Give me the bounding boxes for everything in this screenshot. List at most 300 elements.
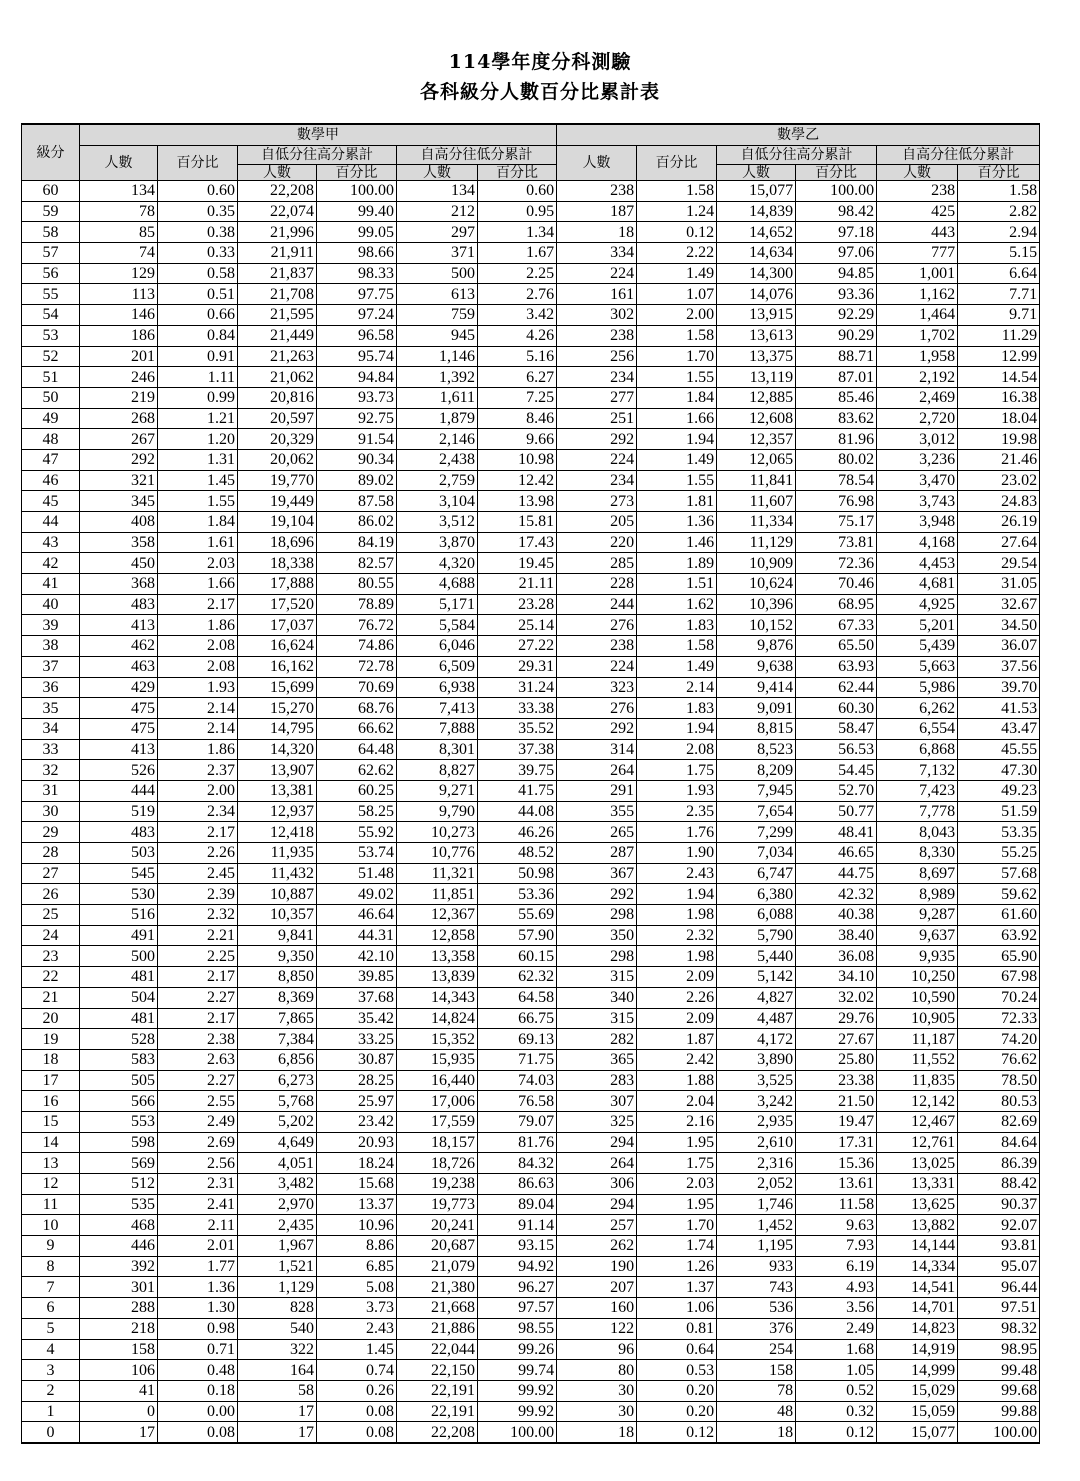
cell-b-cum-lh-count: 9,876 — [717, 636, 796, 657]
cell-a-cum-lh-percent: 44.31 — [317, 925, 397, 946]
cell-a-cum-lh-count: 10,887 — [238, 884, 317, 905]
cell-b-percent: 2.42 — [637, 1049, 717, 1070]
cell-b-cum-hl-count: 4,453 — [877, 553, 958, 574]
cell-a-percent: 0.71 — [158, 1339, 238, 1360]
cell-a-cum-hl-percent: 33.38 — [478, 698, 557, 719]
cell-b-cum-hl-count: 3,236 — [877, 449, 958, 470]
table-row — [22, 615, 1040, 636]
cell-a-cum-hl-percent: 81.76 — [478, 1132, 557, 1153]
cell-a-count: 288 — [80, 1298, 158, 1319]
cell-b-count: 283 — [557, 1070, 637, 1091]
cell-b-cum-hl-percent: 86.39 — [958, 1153, 1040, 1174]
cell-b-percent: 1.84 — [637, 387, 717, 408]
cell-b-cum-lh-percent: 1.05 — [796, 1360, 877, 1381]
cell-b-cum-hl-count: 7,132 — [877, 760, 958, 781]
cell-b-count: 325 — [557, 1111, 637, 1132]
cell-b-cum-lh-percent: 73.81 — [796, 532, 877, 553]
cell-b-count: 224 — [557, 656, 637, 677]
cell-level: 13 — [22, 1153, 80, 1174]
cell-level: 59 — [22, 201, 80, 222]
cell-level: 44 — [22, 512, 80, 533]
cell-b-cum-lh-count: 2,316 — [717, 1153, 796, 1174]
cell-b-cum-lh-percent: 0.12 — [796, 1422, 877, 1443]
cell-a-percent: 1.20 — [158, 429, 238, 450]
cell-a-cum-hl-percent: 41.75 — [478, 780, 557, 801]
cell-b-percent: 0.20 — [637, 1401, 717, 1422]
cell-a-cum-lh-count: 14,320 — [238, 739, 317, 760]
cell-a-cum-hl-count: 10,273 — [397, 822, 478, 843]
cell-a-cum-lh-count: 22,208 — [238, 181, 317, 202]
cell-b-percent: 2.14 — [637, 677, 717, 698]
cell-a-percent: 2.08 — [158, 656, 238, 677]
cell-a-cum-lh-percent: 8.86 — [317, 1236, 397, 1257]
cell-a-cum-lh-count: 58 — [238, 1380, 317, 1401]
cell-a-cum-lh-percent: 58.25 — [317, 801, 397, 822]
cell-b-cum-lh-percent: 75.17 — [796, 512, 877, 533]
cell-b-count: 273 — [557, 491, 637, 512]
cell-a-cum-hl-count: 22,208 — [397, 1422, 478, 1443]
table-row — [22, 1236, 1040, 1257]
cell-b-cum-lh-count: 7,654 — [717, 801, 796, 822]
cell-b-cum-lh-percent: 15.36 — [796, 1153, 877, 1174]
cell-a-count: 569 — [80, 1153, 158, 1174]
cell-a-cum-hl-count: 17,559 — [397, 1111, 478, 1132]
cell-a-percent: 0.91 — [158, 346, 238, 367]
cell-b-cum-hl-percent: 55.25 — [958, 843, 1040, 864]
cell-a-count: 292 — [80, 449, 158, 470]
cell-a-cum-hl-count: 8,827 — [397, 760, 478, 781]
cell-a-percent: 0.48 — [158, 1360, 238, 1381]
cell-a-percent: 2.55 — [158, 1091, 238, 1112]
cell-a-percent: 1.86 — [158, 615, 238, 636]
cell-b-cum-hl-percent: 82.69 — [958, 1111, 1040, 1132]
cell-b-cum-hl-count: 8,330 — [877, 843, 958, 864]
cell-b-percent: 1.58 — [637, 181, 717, 202]
cell-b-cum-lh-percent: 42.32 — [796, 884, 877, 905]
cell-a-count: 526 — [80, 760, 158, 781]
cell-b-cum-hl-percent: 24.83 — [958, 491, 1040, 512]
cell-b-percent: 2.04 — [637, 1091, 717, 1112]
cell-b-cum-hl-percent: 53.35 — [958, 822, 1040, 843]
cell-a-cum-hl-count: 22,191 — [397, 1401, 478, 1422]
cell-a-count: 0 — [80, 1401, 158, 1422]
table-row — [22, 884, 1040, 905]
cell-b-count: 307 — [557, 1091, 637, 1112]
cell-a-cum-hl-percent: 9.66 — [478, 429, 557, 450]
cell-a-cum-hl-count: 13,358 — [397, 946, 478, 967]
cell-level: 8 — [22, 1256, 80, 1277]
cell-a-count: 413 — [80, 615, 158, 636]
table-row — [22, 512, 1040, 533]
cell-a-cum-hl-count: 16,440 — [397, 1070, 478, 1091]
cell-a-cum-lh-percent: 5.08 — [317, 1277, 397, 1298]
cell-b-cum-lh-count: 11,841 — [717, 470, 796, 491]
cell-a-cum-lh-percent: 25.97 — [317, 1091, 397, 1112]
cell-b-percent: 1.24 — [637, 201, 717, 222]
header-subject-a: 數學甲 — [80, 124, 557, 146]
cell-a-cum-lh-count: 6,856 — [238, 1049, 317, 1070]
cell-b-count: 298 — [557, 946, 637, 967]
cell-b-cum-lh-percent: 88.71 — [796, 346, 877, 367]
cell-b-cum-lh-percent: 36.08 — [796, 946, 877, 967]
table-row — [22, 408, 1040, 429]
cell-b-cum-lh-percent: 97.06 — [796, 243, 877, 264]
cell-b-count: 334 — [557, 243, 637, 264]
table-row — [22, 263, 1040, 284]
cell-a-cum-hl-count: 10,776 — [397, 843, 478, 864]
cell-b-count: 292 — [557, 884, 637, 905]
cell-b-cum-hl-percent: 5.15 — [958, 243, 1040, 264]
cell-a-cum-hl-percent: 8.46 — [478, 408, 557, 429]
cell-b-cum-lh-percent: 90.29 — [796, 325, 877, 346]
cell-a-count: 17 — [80, 1422, 158, 1443]
cell-b-percent: 2.03 — [637, 1174, 717, 1195]
cell-a-cum-lh-count: 7,384 — [238, 1029, 317, 1050]
cell-b-cum-hl-percent: 32.67 — [958, 594, 1040, 615]
cell-a-cum-hl-percent: 19.45 — [478, 553, 557, 574]
cell-level: 40 — [22, 594, 80, 615]
cell-a-count: 553 — [80, 1111, 158, 1132]
cell-level: 16 — [22, 1091, 80, 1112]
cell-b-count: 238 — [557, 636, 637, 657]
cell-a-percent: 0.33 — [158, 243, 238, 264]
cell-b-cum-lh-count: 5,440 — [717, 946, 796, 967]
table-row — [22, 801, 1040, 822]
cell-b-percent: 1.75 — [637, 760, 717, 781]
table-row — [22, 1401, 1040, 1422]
cell-a-count: 516 — [80, 905, 158, 926]
cell-a-cum-hl-count: 2,146 — [397, 429, 478, 450]
cell-b-count: 256 — [557, 346, 637, 367]
cell-b-cum-hl-percent: 88.42 — [958, 1174, 1040, 1195]
cell-a-cum-lh-percent: 39.85 — [317, 967, 397, 988]
cell-b-count: 18 — [557, 1422, 637, 1443]
cell-level: 24 — [22, 925, 80, 946]
cell-b-cum-lh-count: 15,077 — [717, 181, 796, 202]
cell-a-cum-hl-percent: 97.57 — [478, 1298, 557, 1319]
header-b-lh-percent: 百分比 — [796, 165, 877, 181]
cell-level: 54 — [22, 305, 80, 326]
cell-b-cum-lh-count: 10,909 — [717, 553, 796, 574]
cell-level: 28 — [22, 843, 80, 864]
cell-b-cum-lh-percent: 100.00 — [796, 181, 877, 202]
header-a-lh-count: 人數 — [238, 165, 317, 181]
cell-a-cum-hl-percent: 79.07 — [478, 1111, 557, 1132]
cell-b-cum-hl-count: 9,287 — [877, 905, 958, 926]
cell-b-cum-lh-count: 254 — [717, 1339, 796, 1360]
cell-b-percent: 0.12 — [637, 222, 717, 243]
cell-b-count: 220 — [557, 532, 637, 553]
cell-b-percent: 0.12 — [637, 1422, 717, 1443]
cell-a-percent: 2.17 — [158, 594, 238, 615]
cell-b-cum-lh-percent: 46.65 — [796, 843, 877, 864]
cell-a-percent: 2.69 — [158, 1132, 238, 1153]
cell-b-percent: 2.32 — [637, 925, 717, 946]
cell-a-cum-lh-count: 21,449 — [238, 325, 317, 346]
cell-b-count: 96 — [557, 1339, 637, 1360]
cell-b-cum-lh-percent: 56.53 — [796, 739, 877, 760]
cell-b-count: 18 — [557, 222, 637, 243]
cell-a-percent: 2.37 — [158, 760, 238, 781]
cell-a-percent: 2.01 — [158, 1236, 238, 1257]
cell-a-cum-lh-count: 2,435 — [238, 1215, 317, 1236]
cell-b-cum-lh-count: 78 — [717, 1380, 796, 1401]
cell-a-cum-hl-percent: 4.26 — [478, 325, 557, 346]
cell-b-cum-hl-count: 11,187 — [877, 1029, 958, 1050]
cell-b-count: 355 — [557, 801, 637, 822]
cell-a-cum-hl-count: 6,509 — [397, 656, 478, 677]
table-row — [22, 656, 1040, 677]
cell-b-cum-lh-count: 13,915 — [717, 305, 796, 326]
cell-b-cum-lh-percent: 38.40 — [796, 925, 877, 946]
cell-a-cum-lh-count: 17,037 — [238, 615, 317, 636]
cell-a-cum-lh-percent: 49.02 — [317, 884, 397, 905]
cell-a-cum-hl-percent: 96.27 — [478, 1277, 557, 1298]
cell-b-cum-hl-count: 2,469 — [877, 387, 958, 408]
cell-a-cum-hl-percent: 74.03 — [478, 1070, 557, 1091]
cell-a-count: 267 — [80, 429, 158, 450]
cell-a-cum-hl-count: 20,687 — [397, 1236, 478, 1257]
cell-a-count: 483 — [80, 594, 158, 615]
cell-a-cum-hl-percent: 60.15 — [478, 946, 557, 967]
cell-a-percent: 2.32 — [158, 905, 238, 926]
table-row — [22, 532, 1040, 553]
cell-a-cum-lh-count: 3,482 — [238, 1174, 317, 1195]
cell-b-cum-hl-percent: 26.19 — [958, 512, 1040, 533]
cell-a-count: 512 — [80, 1174, 158, 1195]
cell-b-cum-hl-count: 10,250 — [877, 967, 958, 988]
cell-a-percent: 1.21 — [158, 408, 238, 429]
cell-b-cum-hl-count: 9,637 — [877, 925, 958, 946]
cell-b-cum-lh-count: 14,634 — [717, 243, 796, 264]
cell-b-count: 30 — [557, 1401, 637, 1422]
table-row — [22, 1194, 1040, 1215]
cell-a-cum-lh-percent: 66.62 — [317, 718, 397, 739]
cell-b-count: 276 — [557, 615, 637, 636]
cell-a-cum-lh-percent: 37.68 — [317, 987, 397, 1008]
cell-a-cum-lh-percent: 76.72 — [317, 615, 397, 636]
table-row — [22, 594, 1040, 615]
cell-a-count: 500 — [80, 946, 158, 967]
header-b-cum-high-low: 自高分往低分累計 — [877, 146, 1040, 165]
cell-a-cum-lh-percent: 94.84 — [317, 367, 397, 388]
table-row — [22, 1339, 1040, 1360]
cell-a-count: 158 — [80, 1339, 158, 1360]
cell-a-cum-lh-percent: 0.08 — [317, 1401, 397, 1422]
cell-a-count: 475 — [80, 698, 158, 719]
cell-b-count: 276 — [557, 698, 637, 719]
cell-a-cum-hl-percent: 25.14 — [478, 615, 557, 636]
table-row — [22, 1174, 1040, 1195]
cell-level: 15 — [22, 1111, 80, 1132]
table-row — [22, 739, 1040, 760]
cell-b-count: 251 — [557, 408, 637, 429]
cell-a-cum-hl-percent: 1.67 — [478, 243, 557, 264]
cell-a-cum-lh-percent: 97.24 — [317, 305, 397, 326]
cell-level: 23 — [22, 946, 80, 967]
cell-a-cum-hl-percent: 2.76 — [478, 284, 557, 305]
cell-a-count: 113 — [80, 284, 158, 305]
cell-b-count: 292 — [557, 429, 637, 450]
cell-a-cum-lh-percent: 18.24 — [317, 1153, 397, 1174]
cell-b-percent: 0.64 — [637, 1339, 717, 1360]
cell-b-cum-hl-count: 14,919 — [877, 1339, 958, 1360]
cell-a-percent: 2.26 — [158, 843, 238, 864]
cell-a-count: 598 — [80, 1132, 158, 1153]
cell-b-cum-hl-count: 3,948 — [877, 512, 958, 533]
cell-b-cum-lh-count: 9,638 — [717, 656, 796, 677]
cell-b-cum-lh-count: 11,607 — [717, 491, 796, 512]
cell-b-count: 187 — [557, 201, 637, 222]
cell-b-cum-hl-count: 14,823 — [877, 1318, 958, 1339]
cell-a-percent: 1.61 — [158, 532, 238, 553]
cell-b-percent: 1.26 — [637, 1256, 717, 1277]
cell-a-cum-hl-percent: 66.75 — [478, 1008, 557, 1029]
cell-level: 56 — [22, 263, 80, 284]
cell-b-count: 306 — [557, 1174, 637, 1195]
cell-a-count: 74 — [80, 243, 158, 264]
cell-b-cum-hl-count: 7,423 — [877, 780, 958, 801]
cell-b-cum-hl-count: 2,720 — [877, 408, 958, 429]
cell-a-cum-hl-percent: 29.31 — [478, 656, 557, 677]
cell-b-cum-lh-percent: 98.42 — [796, 201, 877, 222]
cell-a-cum-hl-count: 134 — [397, 181, 478, 202]
cell-a-cum-lh-count: 21,996 — [238, 222, 317, 243]
cell-a-cum-lh-count: 13,907 — [238, 760, 317, 781]
cell-b-cum-lh-count: 8,523 — [717, 739, 796, 760]
cell-b-percent: 1.46 — [637, 532, 717, 553]
cell-a-count: 528 — [80, 1029, 158, 1050]
cell-a-cum-hl-count: 2,759 — [397, 470, 478, 491]
cell-level: 50 — [22, 387, 80, 408]
cell-a-cum-lh-percent: 70.69 — [317, 677, 397, 698]
cell-level: 3 — [22, 1360, 80, 1381]
table-row — [22, 429, 1040, 450]
cell-a-cum-hl-count: 212 — [397, 201, 478, 222]
cell-b-percent: 2.00 — [637, 305, 717, 326]
cell-a-cum-hl-percent: 37.38 — [478, 739, 557, 760]
cell-b-cum-hl-count: 425 — [877, 201, 958, 222]
cell-b-count: 287 — [557, 843, 637, 864]
cell-a-cum-hl-percent: 50.98 — [478, 863, 557, 884]
cell-a-percent: 0.98 — [158, 1318, 238, 1339]
cell-b-cum-hl-percent: 65.90 — [958, 946, 1040, 967]
cell-b-cum-lh-percent: 6.19 — [796, 1256, 877, 1277]
cell-a-percent: 1.31 — [158, 449, 238, 470]
cell-a-cum-hl-count: 15,935 — [397, 1049, 478, 1070]
cell-level: 47 — [22, 449, 80, 470]
cell-a-cum-lh-percent: 20.93 — [317, 1132, 397, 1153]
cell-a-cum-hl-count: 17,006 — [397, 1091, 478, 1112]
cell-level: 45 — [22, 491, 80, 512]
cell-level: 0 — [22, 1422, 80, 1443]
cell-b-cum-lh-count: 10,152 — [717, 615, 796, 636]
cell-b-cum-hl-percent: 67.98 — [958, 967, 1040, 988]
cell-a-percent: 2.08 — [158, 636, 238, 657]
header-b-percent: 百分比 — [637, 146, 717, 181]
cell-a-percent: 2.41 — [158, 1194, 238, 1215]
cell-b-cum-lh-count: 14,300 — [717, 263, 796, 284]
cell-b-cum-hl-percent: 49.23 — [958, 780, 1040, 801]
table-row — [22, 780, 1040, 801]
cell-a-cum-lh-percent: 0.26 — [317, 1380, 397, 1401]
cell-a-count: 481 — [80, 1008, 158, 1029]
cell-b-cum-hl-count: 5,439 — [877, 636, 958, 657]
cell-b-cum-hl-count: 13,025 — [877, 1153, 958, 1174]
cell-b-cum-hl-percent: 7.71 — [958, 284, 1040, 305]
cell-a-count: 218 — [80, 1318, 158, 1339]
cell-b-cum-lh-percent: 11.58 — [796, 1194, 877, 1215]
cell-b-cum-hl-percent: 21.46 — [958, 449, 1040, 470]
table-row — [22, 1029, 1040, 1050]
table-row — [22, 305, 1040, 326]
cell-b-cum-lh-count: 13,613 — [717, 325, 796, 346]
cell-b-count: 122 — [557, 1318, 637, 1339]
cell-a-percent: 2.17 — [158, 1008, 238, 1029]
table-row — [22, 387, 1040, 408]
cell-a-percent: 0.00 — [158, 1401, 238, 1422]
cell-a-cum-hl-count: 7,413 — [397, 698, 478, 719]
cell-b-cum-hl-count: 7,778 — [877, 801, 958, 822]
cell-a-cum-lh-percent: 89.02 — [317, 470, 397, 491]
cell-a-cum-lh-count: 9,350 — [238, 946, 317, 967]
cell-b-cum-hl-count: 15,059 — [877, 1401, 958, 1422]
cell-level: 34 — [22, 718, 80, 739]
cell-b-cum-lh-percent: 72.36 — [796, 553, 877, 574]
cell-a-cum-lh-count: 12,937 — [238, 801, 317, 822]
cell-b-cum-hl-count: 14,999 — [877, 1360, 958, 1381]
cell-a-cum-lh-count: 9,841 — [238, 925, 317, 946]
table-row — [22, 905, 1040, 926]
cell-a-cum-hl-count: 8,301 — [397, 739, 478, 760]
cell-b-cum-hl-percent: 78.50 — [958, 1070, 1040, 1091]
cell-a-cum-lh-percent: 10.96 — [317, 1215, 397, 1236]
cell-a-cum-hl-count: 945 — [397, 325, 478, 346]
cell-b-percent: 1.81 — [637, 491, 717, 512]
cell-a-cum-hl-percent: 27.22 — [478, 636, 557, 657]
cell-a-cum-hl-count: 371 — [397, 243, 478, 264]
cell-b-cum-hl-count: 5,201 — [877, 615, 958, 636]
cell-b-cum-lh-count: 14,076 — [717, 284, 796, 305]
cell-b-cum-hl-percent: 74.20 — [958, 1029, 1040, 1050]
cell-b-count: 228 — [557, 574, 637, 595]
cell-a-cum-lh-count: 21,911 — [238, 243, 317, 264]
cell-b-percent: 1.55 — [637, 470, 717, 491]
cell-a-cum-lh-count: 19,449 — [238, 491, 317, 512]
cell-a-count: 41 — [80, 1380, 158, 1401]
cell-b-cum-hl-count: 1,464 — [877, 305, 958, 326]
cell-a-cum-lh-percent: 0.74 — [317, 1360, 397, 1381]
cell-a-cum-lh-percent: 100.00 — [317, 181, 397, 202]
cell-b-count: 302 — [557, 305, 637, 326]
cell-a-count: 583 — [80, 1049, 158, 1070]
cell-a-count: 106 — [80, 1360, 158, 1381]
cell-level: 12 — [22, 1174, 80, 1195]
page-title: 114學年度分科測驗 — [448, 51, 632, 73]
cell-a-percent: 2.34 — [158, 801, 238, 822]
cell-b-count: 234 — [557, 367, 637, 388]
cell-a-cum-hl-percent: 5.16 — [478, 346, 557, 367]
cell-level: 1 — [22, 1401, 80, 1422]
table-row — [22, 1360, 1040, 1381]
cell-level: 53 — [22, 325, 80, 346]
cell-b-count: 264 — [557, 1153, 637, 1174]
cell-a-cum-lh-percent: 99.05 — [317, 222, 397, 243]
cell-b-cum-hl-count: 11,552 — [877, 1049, 958, 1070]
cell-a-count: 504 — [80, 987, 158, 1008]
header-a-cum-low-high: 自低分往高分累計 — [238, 146, 397, 165]
cell-b-cum-hl-count: 12,467 — [877, 1111, 958, 1132]
